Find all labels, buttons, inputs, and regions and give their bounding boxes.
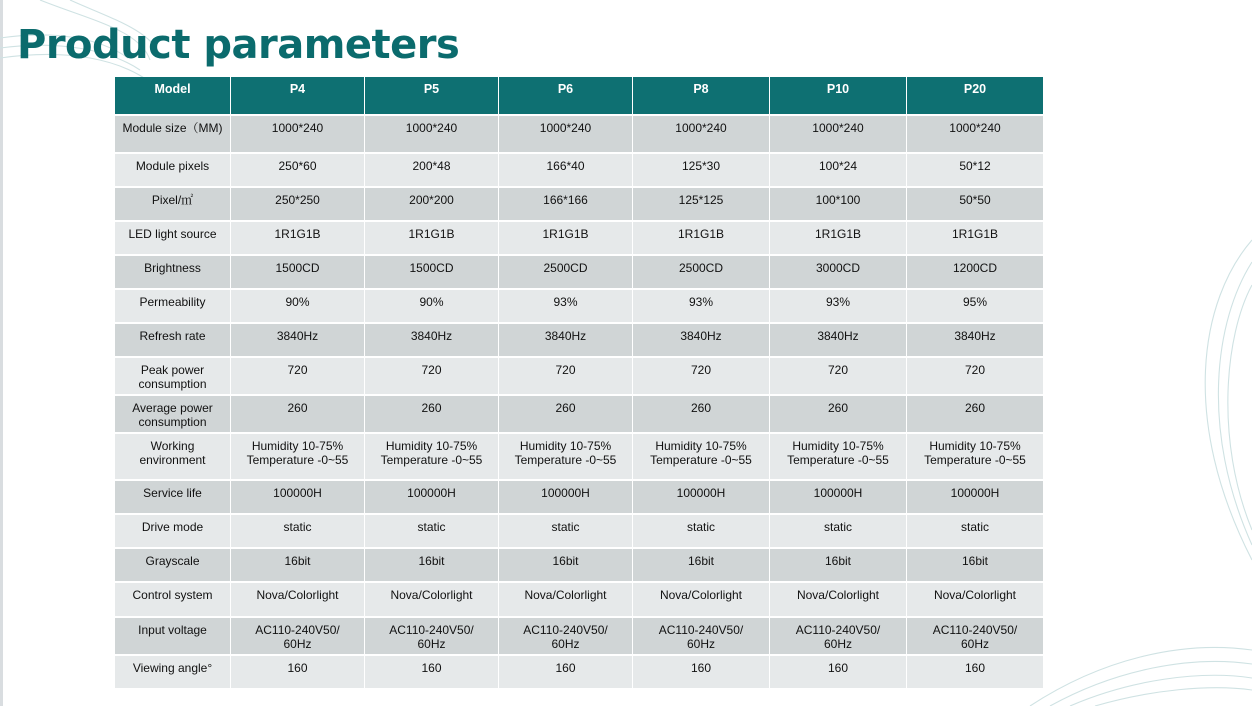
table-row (115, 514, 1044, 548)
table-cell (499, 395, 633, 433)
cell-line: 260 (964, 401, 986, 415)
row-label-line: LED light source (128, 227, 217, 241)
row-label (115, 582, 231, 617)
table-cell (907, 395, 1044, 433)
table-cell (770, 221, 907, 255)
table-cell (365, 617, 499, 655)
cell-line: 1R1G1B (951, 227, 999, 241)
table-cell (231, 582, 365, 617)
table-cell (499, 548, 633, 582)
table-cell (231, 548, 365, 582)
cell-line: 50*12 (959, 159, 991, 173)
cell-line: Temperature -0~55 (380, 453, 483, 467)
cell-line: 720 (287, 363, 308, 377)
cell-line: 160 (421, 661, 442, 675)
table-cell (231, 655, 365, 688)
table-cell (633, 514, 770, 548)
cell-line: 260 (555, 401, 576, 415)
cell-line: 1R1G1B (274, 227, 321, 241)
table-cell (770, 187, 907, 221)
table-cell (365, 514, 499, 548)
cell-line: 260 (827, 401, 849, 415)
cell-line: static (283, 520, 312, 534)
cell-line: Humidity 10-75% (385, 439, 478, 453)
table-cell (633, 582, 770, 617)
table-cell (499, 582, 633, 617)
table-row (115, 323, 1044, 357)
header-model: Model (115, 77, 231, 115)
cell-line: Nova/Colorlight (390, 588, 473, 602)
table-cell (231, 221, 365, 255)
cell-line: 166*166 (543, 193, 588, 207)
table-cell (633, 323, 770, 357)
row-label (115, 395, 231, 433)
cell-line: 90% (419, 295, 444, 309)
table-cell (231, 514, 365, 548)
cell-line: 3840Hz (544, 329, 587, 343)
table-cell (231, 187, 365, 221)
table-cell (365, 115, 499, 153)
row-label-line: environment (139, 453, 206, 467)
cell-line: 3840Hz (276, 329, 319, 343)
table-cell (633, 221, 770, 255)
table-cell (633, 617, 770, 655)
cell-line: Nova/Colorlight (659, 588, 743, 602)
row-label-line: consumption (138, 415, 207, 429)
row-label (115, 115, 231, 153)
cell-line: 2500CD (678, 261, 724, 275)
row-label (115, 187, 231, 221)
cell-line: 1500CD (275, 261, 320, 275)
table-cell (499, 433, 633, 480)
cell-line: 160 (964, 661, 986, 675)
cell-line: AC110-240V50/ (795, 623, 881, 637)
cell-line: 16bit (961, 554, 989, 568)
cell-line: Temperature -0~55 (787, 453, 889, 467)
cell-line: 720 (555, 363, 576, 377)
table-cell (770, 480, 907, 514)
cell-line: 260 (287, 401, 308, 415)
table-cell (907, 617, 1044, 655)
table-row (115, 357, 1044, 395)
row-label-line: Permeability (139, 295, 206, 309)
table-cell (907, 357, 1044, 395)
row-label-line: Input voltage (138, 623, 207, 637)
row-label-line: Control system (132, 588, 213, 602)
header-model-p20: P20 (907, 77, 1044, 115)
table-cell (499, 617, 633, 655)
cell-line: 160 (690, 661, 712, 675)
table-cell (365, 357, 499, 395)
table-cell (907, 221, 1044, 255)
row-label (115, 255, 231, 289)
cell-line: 160 (827, 661, 849, 675)
table-cell (907, 582, 1044, 617)
table-row (115, 480, 1044, 514)
table-cell (633, 115, 770, 153)
cell-line: Temperature -0~55 (650, 453, 752, 467)
table-cell (499, 153, 633, 187)
table-cell (499, 480, 633, 514)
cell-line: 125*30 (681, 159, 721, 173)
table-cell (231, 255, 365, 289)
cell-line: 100*100 (815, 193, 861, 207)
cell-line: static (417, 520, 446, 534)
cell-line: 1R1G1B (677, 227, 725, 241)
table-cell (231, 433, 365, 480)
table-cell (907, 153, 1044, 187)
header-model-p5: P5 (365, 77, 499, 115)
cell-line: 60Hz (417, 637, 446, 651)
cell-line: 3840Hz (954, 329, 996, 343)
cell-line: 200*200 (409, 193, 454, 207)
cell-line: 60Hz (551, 637, 580, 651)
cell-line: Nova/Colorlight (796, 588, 880, 602)
cell-line: 1R1G1B (814, 227, 862, 241)
table-row (115, 617, 1044, 655)
cell-line: Humidity 10-75% (519, 439, 612, 453)
table-cell (770, 433, 907, 480)
table-cell (633, 289, 770, 323)
table-cell (770, 617, 907, 655)
cell-line: AC110-240V50/ (932, 623, 1018, 637)
cell-line: 100000H (407, 486, 456, 500)
left-border-line (0, 0, 3, 706)
table-cell (770, 289, 907, 323)
table-cell (365, 187, 499, 221)
table-row (115, 187, 1044, 221)
cell-line: 16bit (284, 554, 311, 568)
row-label-line: Average power (132, 401, 213, 415)
cell-line: 166*40 (546, 159, 585, 173)
row-label (115, 357, 231, 395)
cell-line: 3840Hz (817, 329, 859, 343)
cell-line: Humidity 10-75% (251, 439, 344, 453)
cell-line: Nova/Colorlight (933, 588, 1017, 602)
table-cell (365, 395, 499, 433)
cell-line: Nova/Colorlight (256, 588, 339, 602)
table-cell (231, 115, 365, 153)
table-cell (365, 655, 499, 688)
row-label (115, 548, 231, 582)
table-cell (770, 548, 907, 582)
table-cell (770, 255, 907, 289)
row-label-line: Module size（MM) (122, 121, 223, 135)
cell-line: 60Hz (960, 637, 989, 651)
row-label (115, 221, 231, 255)
table-cell (231, 395, 365, 433)
cell-line: 100*24 (818, 159, 858, 173)
cell-line: static (960, 520, 989, 534)
cell-line: 1000*240 (675, 121, 727, 135)
table-cell (770, 655, 907, 688)
row-label-line: Peak power (140, 363, 205, 377)
header-model-p10: P10 (770, 77, 907, 115)
cell-line: 100000H (813, 486, 863, 500)
table-cell (633, 357, 770, 395)
cell-line: Temperature -0~55 (246, 453, 349, 467)
table-cell (231, 480, 365, 514)
cell-line: 95% (962, 295, 988, 309)
cell-line: AC110-240V50/ (658, 623, 744, 637)
cell-line: Humidity 10-75% (929, 439, 1021, 453)
table-cell (633, 153, 770, 187)
cell-line: AC110-240V50/ (255, 623, 340, 637)
table-cell (499, 289, 633, 323)
table-cell (770, 153, 907, 187)
table-cell (633, 433, 770, 480)
table-cell (770, 514, 907, 548)
cell-line: 2500CD (543, 261, 588, 275)
row-label-line: Service life (143, 486, 202, 500)
cell-line: static (551, 520, 580, 534)
cell-line: 3840Hz (410, 329, 453, 343)
table-header-row (115, 77, 1044, 115)
cell-line: 260 (421, 401, 442, 415)
cell-line: 1000*240 (539, 121, 592, 135)
row-label-line: Working (150, 439, 195, 453)
table-row (115, 433, 1044, 480)
table-cell (231, 153, 365, 187)
cell-line: 250*60 (278, 159, 317, 173)
cell-line: 100000H (676, 486, 726, 500)
cell-line: 260 (690, 401, 712, 415)
table-cell (499, 221, 633, 255)
table-cell (633, 655, 770, 688)
cell-line: AC110-240V50/ (523, 623, 608, 637)
row-label (115, 433, 231, 480)
cell-line: 100000H (273, 486, 322, 500)
row-label-line: Module pixels (135, 159, 210, 173)
cell-line: 160 (287, 661, 308, 675)
table-cell (770, 115, 907, 153)
cell-line: 1000*240 (812, 121, 864, 135)
row-label-line: Pixel/㎡ (151, 193, 194, 207)
table-cell (365, 433, 499, 480)
cell-line: 60Hz (686, 637, 715, 651)
table-cell (231, 323, 365, 357)
table-cell (770, 323, 907, 357)
table-cell (499, 255, 633, 289)
cell-line: 93% (553, 295, 578, 309)
cell-line: 160 (555, 661, 576, 675)
table-cell (365, 480, 499, 514)
cell-line: 720 (827, 363, 849, 377)
table-cell (231, 357, 365, 395)
cell-line: static (823, 520, 852, 534)
cell-line: 1R1G1B (542, 227, 589, 241)
cell-line: 720 (690, 363, 712, 377)
cell-line: 60Hz (283, 637, 312, 651)
cell-line: Temperature -0~55 (924, 453, 1026, 467)
table-row (115, 655, 1044, 688)
table-cell (907, 480, 1044, 514)
table-cell (365, 548, 499, 582)
cell-line: Temperature -0~55 (514, 453, 617, 467)
cell-line: static (686, 520, 715, 534)
table-row (115, 395, 1044, 433)
cell-line: 200*48 (412, 159, 451, 173)
table-cell (907, 433, 1044, 480)
cell-line: 1R1G1B (408, 227, 455, 241)
table-row (115, 582, 1044, 617)
cell-line: 1200CD (952, 261, 998, 275)
row-label-line: Brightness (144, 261, 201, 275)
cell-line: 100000H (541, 486, 590, 500)
table-cell (365, 153, 499, 187)
table-cell (365, 221, 499, 255)
table-cell (633, 255, 770, 289)
product-parameters-table (114, 77, 1044, 688)
header-model-p4: P4 (231, 77, 365, 115)
row-label (115, 480, 231, 514)
cell-line: AC110-240V50/ (389, 623, 474, 637)
table-row (115, 289, 1044, 323)
row-label-line: Viewing angle° (132, 661, 213, 675)
cell-line: 50*50 (959, 193, 991, 207)
table-cell (365, 582, 499, 617)
table-cell (907, 514, 1044, 548)
table-cell (633, 548, 770, 582)
cell-line: 125*125 (678, 193, 724, 207)
table-cell (770, 357, 907, 395)
header-model-p6: P6 (499, 77, 633, 115)
table-cell (770, 582, 907, 617)
table-cell (907, 655, 1044, 688)
table-row (115, 255, 1044, 289)
table-cell (499, 187, 633, 221)
cell-line: 16bit (687, 554, 715, 568)
row-label-line: Refresh rate (139, 329, 206, 343)
table-cell (907, 187, 1044, 221)
cell-line: Humidity 10-75% (655, 439, 747, 453)
cell-line: 16bit (824, 554, 852, 568)
cell-line: 720 (421, 363, 442, 377)
cell-line: 93% (688, 295, 714, 309)
cell-line: 16bit (418, 554, 445, 568)
cell-line: 93% (825, 295, 851, 309)
table-cell (365, 289, 499, 323)
cell-line: 1000*240 (405, 121, 458, 135)
cell-line: 720 (964, 363, 986, 377)
cell-line: 1500CD (409, 261, 454, 275)
cell-line: 60Hz (823, 637, 852, 651)
table-cell (499, 115, 633, 153)
table-row (115, 221, 1044, 255)
table-cell (231, 289, 365, 323)
table-cell (907, 323, 1044, 357)
row-label-line: Grayscale (145, 554, 200, 568)
table-cell (907, 115, 1044, 153)
row-label (115, 514, 231, 548)
cell-line: Nova/Colorlight (524, 588, 607, 602)
cell-line: 250*250 (275, 193, 320, 207)
cell-line: 1000*240 (271, 121, 324, 135)
cell-line: 16bit (552, 554, 579, 568)
row-label (115, 289, 231, 323)
cell-line: 100000H (950, 486, 1000, 500)
table-cell (499, 357, 633, 395)
table-row (115, 115, 1044, 153)
page-title: Product parameters (17, 22, 460, 68)
table-cell (633, 187, 770, 221)
row-label (115, 655, 231, 688)
table-cell (907, 289, 1044, 323)
table-cell (499, 514, 633, 548)
cell-line: Humidity 10-75% (792, 439, 884, 453)
table-cell (907, 255, 1044, 289)
table-cell (907, 548, 1044, 582)
cell-line: 90% (285, 295, 310, 309)
table-cell (365, 255, 499, 289)
row-label (115, 617, 231, 655)
table-cell (770, 395, 907, 433)
cell-line: 3000CD (815, 261, 861, 275)
table-cell (633, 395, 770, 433)
row-label-line: Drive mode (141, 520, 204, 534)
row-label (115, 323, 231, 357)
header-model-p8: P8 (633, 77, 770, 115)
row-label (115, 153, 231, 187)
table-cell (365, 323, 499, 357)
table-row (115, 548, 1044, 582)
table-cell (231, 617, 365, 655)
table-cell (499, 655, 633, 688)
row-label-line: consumption (138, 377, 207, 391)
cell-line: 3840Hz (680, 329, 722, 343)
table-row (115, 153, 1044, 187)
table-cell (499, 323, 633, 357)
cell-line: 1000*240 (949, 121, 1001, 135)
table-cell (633, 480, 770, 514)
